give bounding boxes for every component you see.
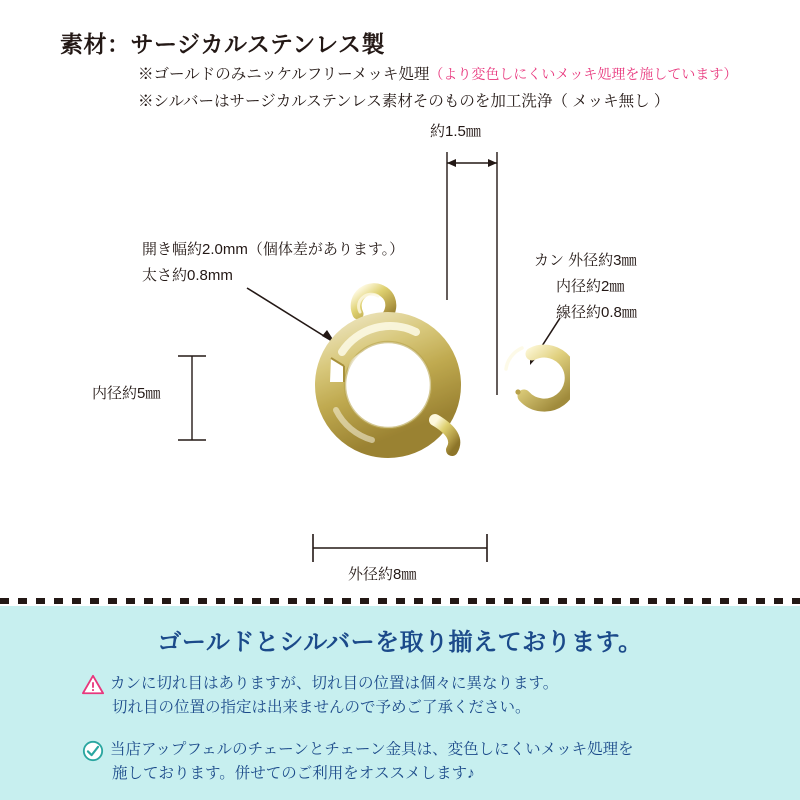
note-plating-recommend xyxy=(110,738,634,786)
bottom-panel-title: ゴールドとシルバーを取り揃えております。 xyxy=(157,629,643,656)
plating-note-main: ※ゴールドのみニッケルフリーメッキ処理 xyxy=(138,66,430,83)
bottom-panel xyxy=(0,606,800,800)
spring-clasp-illustration xyxy=(300,270,570,500)
note-plating-line2: 施しております。併せてのご利用をオススメします♪ xyxy=(112,765,475,783)
warning-icon xyxy=(82,674,104,696)
check-circle-icon xyxy=(82,740,104,762)
label-thickness: 太さ約0.8mm xyxy=(142,267,233,284)
material-heading: 素材：サージカルステンレス製 xyxy=(60,31,385,57)
label-width-top: 約1.5㎜ xyxy=(430,123,481,140)
label-outer-diameter: 外径約8㎜ xyxy=(348,566,417,583)
note-ring-gap-line1: カンに切れ目はありますが、切れ目の位置は個々に異なります。 xyxy=(110,675,559,692)
note-ring-gap xyxy=(110,672,558,720)
label-ring-outer-diameter: カン 外径約3㎜ xyxy=(534,252,637,269)
label-inner-diameter: 内径約5㎜ xyxy=(92,385,161,402)
dotted-divider xyxy=(0,598,800,604)
note-plating-line1: 当店アップフェルのチェーンとチェーン金具は、変色しにくいメッキ処理を xyxy=(110,741,634,758)
label-opening-width: 開き幅約2.0mm（個体差があります。） xyxy=(142,241,405,258)
plating-note-highlight: （より変色しにくいメッキ処理を施しています） xyxy=(429,66,738,82)
silver-note-line: ※シルバーはサージカルステンレス素材そのものを加工洗浄（ メッキ無し ） xyxy=(138,93,670,110)
label-ring-wire-diameter: 線径約0.8㎜ xyxy=(556,304,637,321)
label-ring-inner-diameter: 内径約2㎜ xyxy=(556,278,625,295)
note-ring-gap-line2: 切れ目の位置の指定は出来ませんので予めご了承ください。 xyxy=(112,699,531,717)
